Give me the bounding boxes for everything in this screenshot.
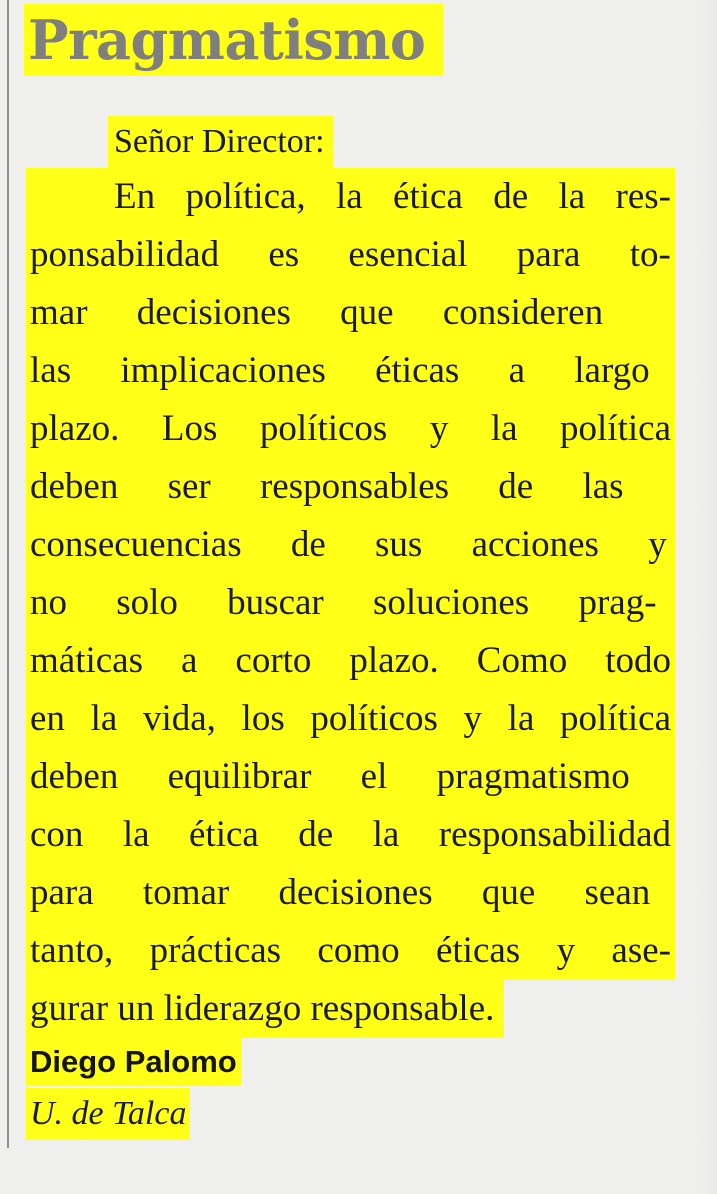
page-edge: [699, 0, 717, 1194]
body-line: [26, 690, 675, 748]
body-line-text: las implicaciones éticas a largo: [26, 342, 675, 400]
body-line: [26, 922, 675, 980]
column-rule: [7, 0, 9, 1148]
body-line: [26, 806, 675, 864]
body-line-text: no solo buscar soluciones prag-: [26, 574, 675, 632]
body-line-text: plazo. Los políticos y la política: [26, 400, 675, 458]
letter-salutation: Señor Director:: [108, 116, 333, 168]
letter-body: [26, 168, 675, 1038]
body-line-text: para tomar decisiones que sean: [26, 864, 675, 922]
body-line: [26, 168, 675, 226]
body-line: [26, 516, 675, 574]
body-line: [26, 864, 675, 922]
body-line: [26, 284, 675, 342]
body-line-text: en la vida, los políticos y la política: [26, 690, 675, 748]
body-line: [26, 458, 675, 516]
body-line-text: En política, la ética de la res-: [26, 168, 675, 226]
body-line: [26, 980, 675, 1038]
body-line-text: tanto, prácticas como éticas y ase-: [26, 922, 675, 980]
letter-author: Diego Palomo: [26, 1038, 241, 1086]
letter-headline: Pragmatismo: [24, 4, 443, 76]
body-line: [26, 400, 675, 458]
body-line-text: deben equilibrar el pragmatismo: [26, 748, 675, 806]
body-line-text: consecuencias de sus acciones y: [26, 516, 675, 574]
body-line-text: máticas a corto plazo. Como todo: [26, 632, 675, 690]
body-line: [26, 574, 675, 632]
body-line-text: ponsabilidad es esencial para to-: [26, 226, 675, 284]
body-line: [26, 748, 675, 806]
body-line: [26, 632, 675, 690]
letter-affiliation: U. de Talca: [26, 1088, 190, 1140]
body-line: [26, 342, 675, 400]
body-line-text: con la ética de la responsabilidad: [26, 806, 675, 864]
body-line-text: gurar un liderazgo responsable.: [26, 980, 504, 1038]
body-line-text: mar decisiones que consideren: [26, 284, 675, 342]
body-line: [26, 226, 675, 284]
body-line-text: deben ser responsables de las: [26, 458, 675, 516]
